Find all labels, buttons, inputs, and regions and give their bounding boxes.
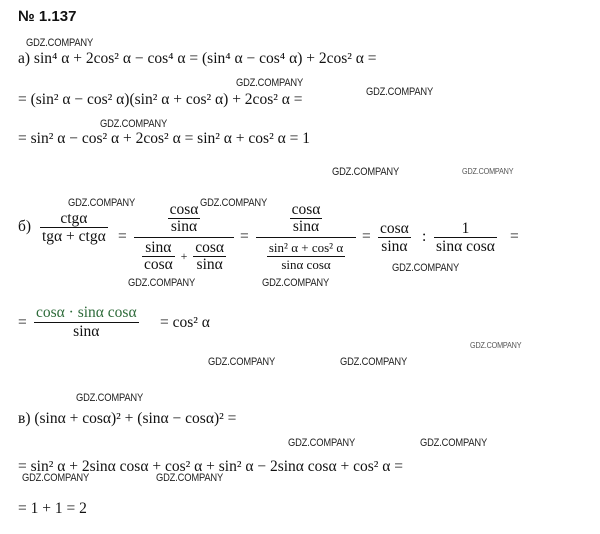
fraction-5-denominator: sinα cosα xyxy=(436,238,495,255)
watermark: GDZ.COMPANY xyxy=(236,77,304,89)
equals-sign-4: = xyxy=(510,228,519,245)
part-a-line-2: = (sin² α − cos² α)(sin² α + cos² α) + 2cos² α = xyxy=(18,91,303,108)
watermark: GDZ.COMPANY xyxy=(470,340,522,350)
watermark: GDZ.COMPANY xyxy=(420,437,488,449)
watermark: GDZ.COMPANY xyxy=(26,37,94,49)
fraction-2-den-right-bottom: sinα xyxy=(196,256,223,273)
part-c-line-1: в) (sinα + cosα)² + (sinα − cosα)² = xyxy=(18,410,237,427)
watermark: GDZ.COMPANY xyxy=(332,166,400,178)
fraction-5-numerator: 1 xyxy=(434,220,497,238)
watermark: GDZ.COMPANY xyxy=(128,277,196,289)
watermark: GDZ.COMPANY xyxy=(340,356,408,368)
watermark: GDZ.COMPANY xyxy=(100,118,168,130)
fraction-2-numerator-bottom: sinα xyxy=(170,218,198,235)
watermark: GDZ.COMPANY xyxy=(156,472,224,484)
part-c-line-2: = sin² α + 2sinα cosα + cos² α + sin² α − 2sinα cosα + cos² α = xyxy=(18,458,403,475)
fraction-4-numerator: cosα xyxy=(380,220,409,237)
fraction-2-den-left-bottom: cosα xyxy=(143,256,173,273)
watermark: GDZ.COMPANY xyxy=(22,472,90,484)
equals-sign-1: = xyxy=(118,228,127,245)
fraction-3-numerator-top: cosα xyxy=(291,201,321,218)
fraction-3-denominator xyxy=(256,238,356,273)
part-b-fraction-5 xyxy=(432,220,499,255)
part-a-line-1: а) sin⁴ α + 2cos² α − cos⁴ α = (sin⁴ α − cos⁴ α) + 2cos² α = xyxy=(18,50,377,67)
equals-sign-2: = xyxy=(240,228,249,245)
part-b-fraction-4 xyxy=(376,220,413,255)
fraction-1-denominator: tgα + ctgα xyxy=(42,228,106,245)
fraction-3-numerator xyxy=(256,202,356,238)
fraction-2-numerator-top: cosα xyxy=(169,201,199,218)
watermark: GDZ.COMPANY xyxy=(392,262,460,274)
part-b-fraction-2 xyxy=(134,202,234,273)
watermark: GDZ.COMPANY xyxy=(208,356,276,368)
fraction-1-numerator: ctgα xyxy=(40,210,108,228)
fraction-2-den-right-top: cosα xyxy=(195,239,225,256)
plus-sign: + xyxy=(180,249,188,264)
watermark: GDZ.COMPANY xyxy=(68,197,136,209)
part-b-line-2-fraction xyxy=(32,304,141,341)
watermark: GDZ.COMPANY xyxy=(76,392,144,404)
fraction-2-den-left-top: sinα xyxy=(142,240,175,257)
colon-sign: : xyxy=(422,228,427,245)
fraction-3-numerator-bottom: sinα xyxy=(292,218,320,235)
part-b-fraction-3 xyxy=(256,202,356,273)
part-b-label: б) xyxy=(18,218,32,235)
watermark: GDZ.COMPANY xyxy=(288,437,356,449)
fraction-3-den-bottom: sinα cosα xyxy=(281,257,331,272)
line-2-denominator: sinα xyxy=(73,323,100,340)
watermark: GDZ.COMPANY xyxy=(262,277,330,289)
problem-number: № 1.137 xyxy=(18,8,77,25)
watermark: GDZ.COMPANY xyxy=(366,86,434,98)
equals-sign-5: = xyxy=(18,314,27,331)
part-b-fraction-1 xyxy=(38,210,110,245)
equals-sign-3: = xyxy=(362,228,371,245)
watermark: GDZ.COMPANY xyxy=(462,166,514,176)
part-c-line-3: = 1 + 1 = 2 xyxy=(18,500,87,517)
fraction-3-den-top: sin² α + cos² α xyxy=(268,240,344,255)
watermark: GDZ.COMPANY xyxy=(200,197,268,209)
part-a-line-3: = sin² α − cos² α + 2cos² α = sin² α + cos² α = 1 xyxy=(18,130,310,147)
part-b-result: = cos² α xyxy=(160,314,210,331)
line-2-numerator: cosα · sinα cosα xyxy=(36,304,137,321)
fraction-4-denominator: sinα xyxy=(381,238,408,255)
fraction-2-denominator xyxy=(134,238,234,273)
